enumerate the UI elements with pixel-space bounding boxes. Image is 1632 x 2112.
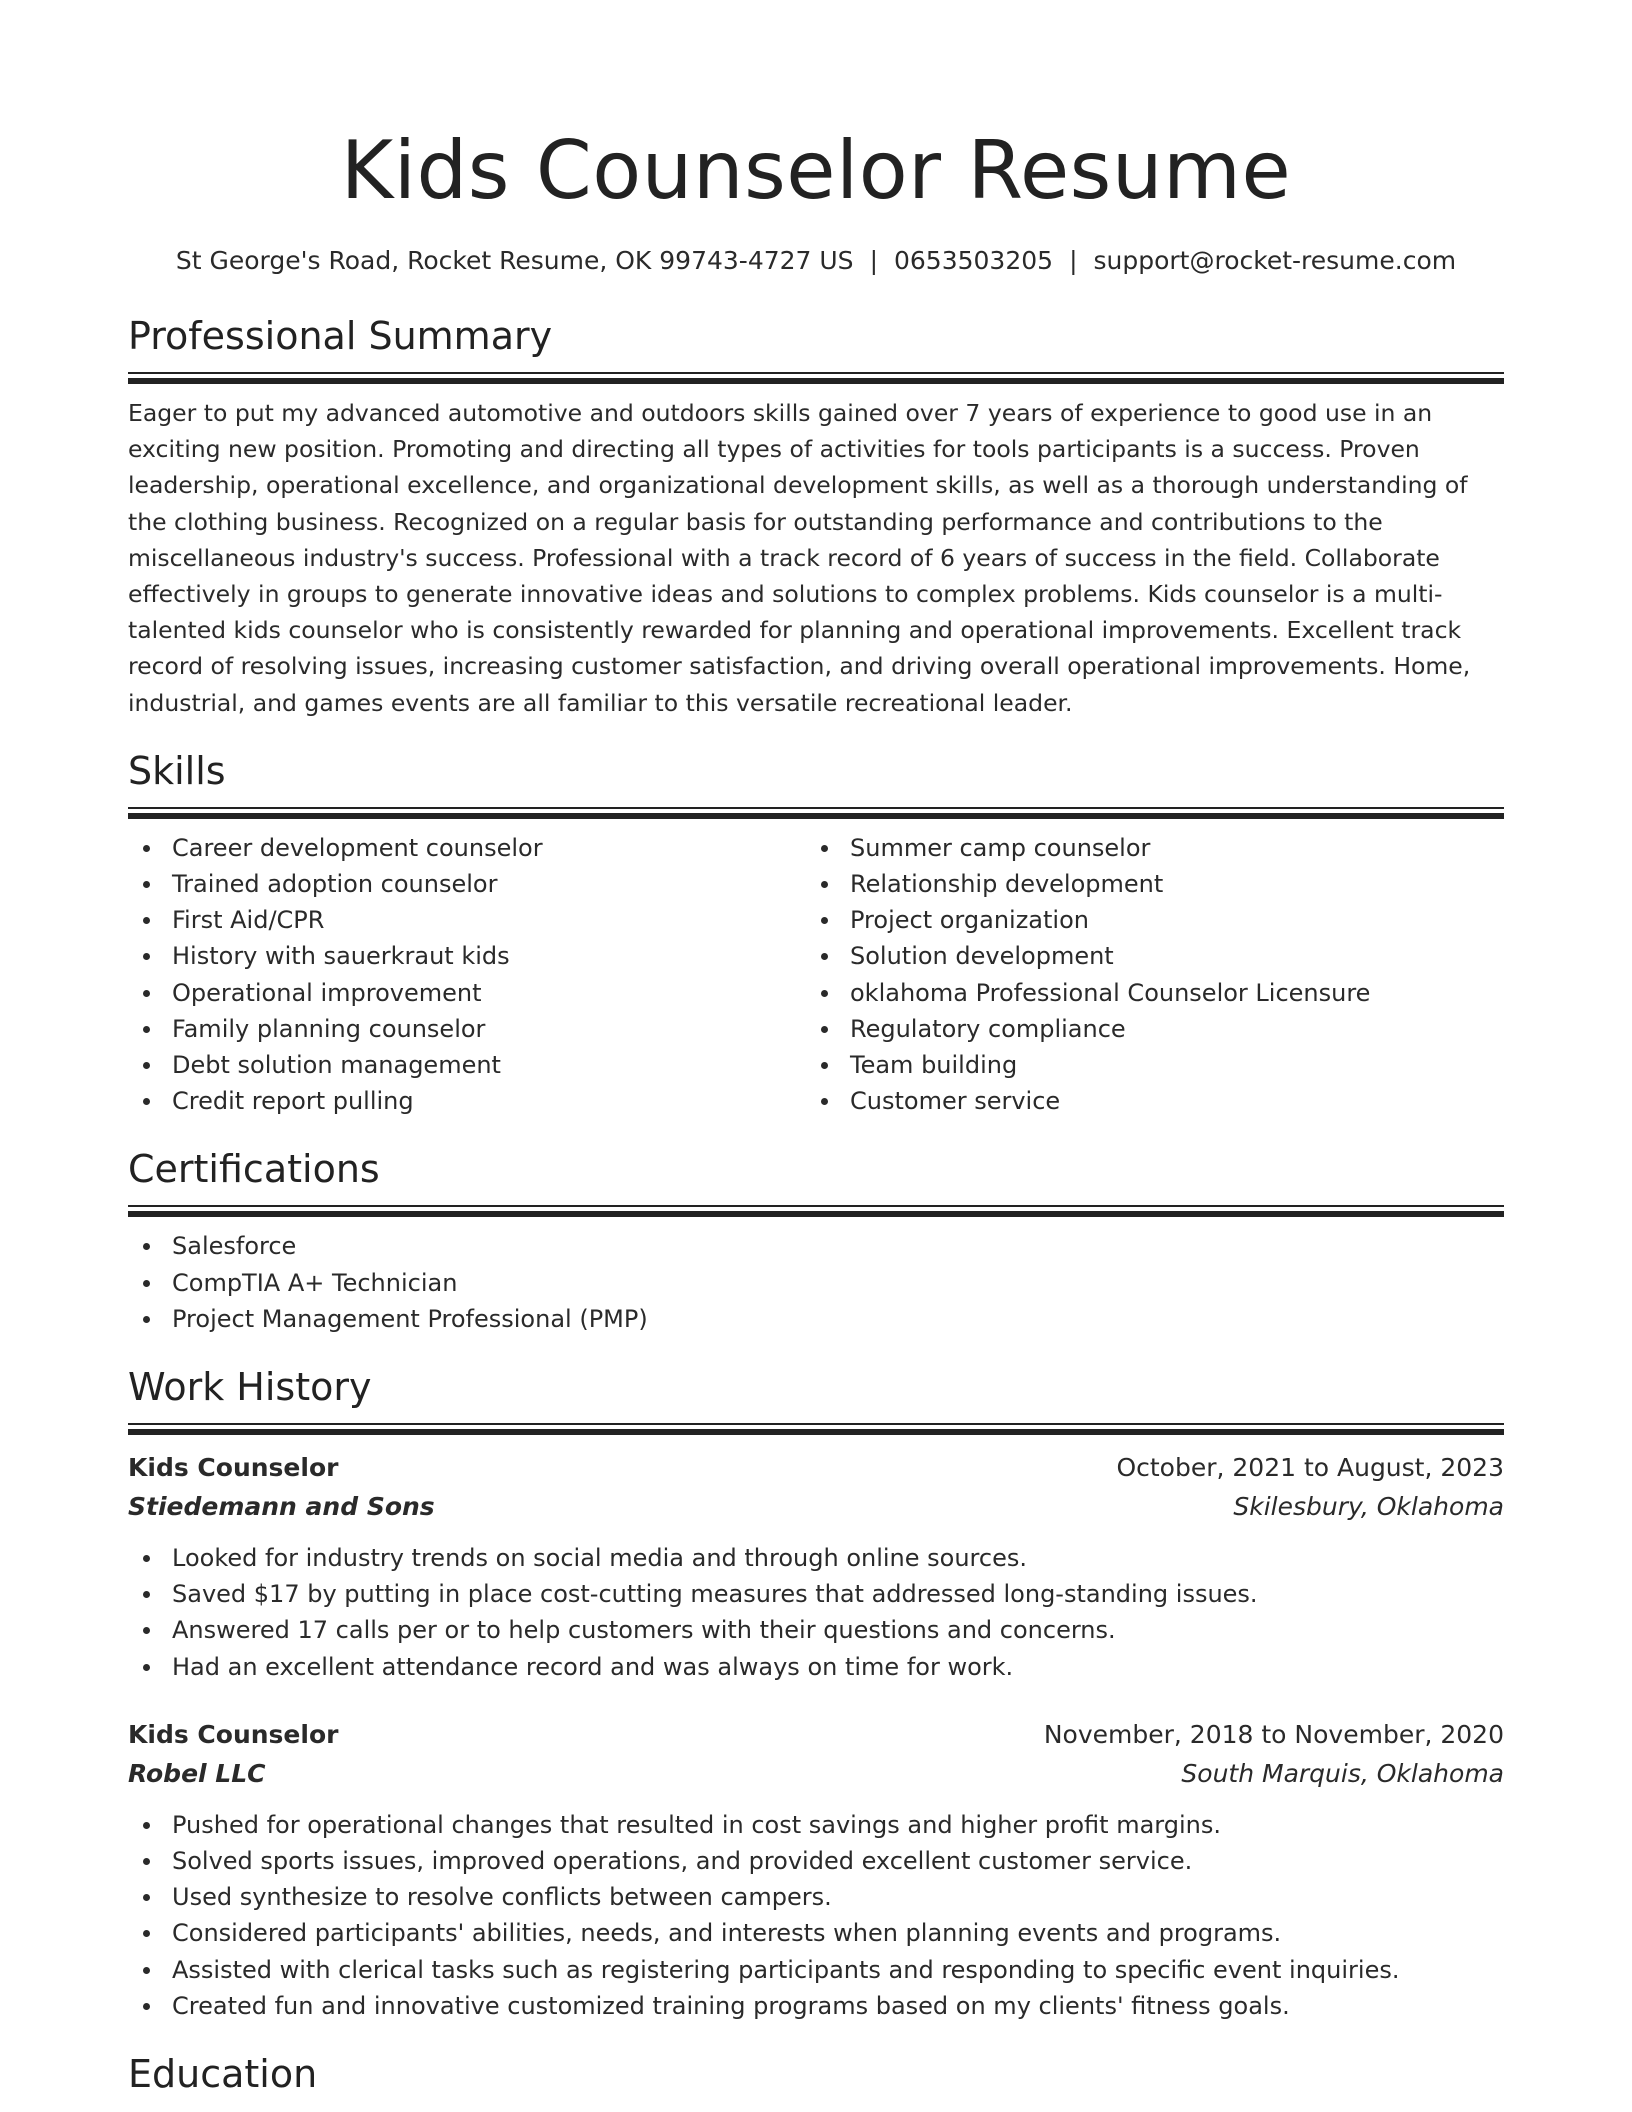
contact-email: support@rocket-resume.com (1093, 246, 1457, 275)
resume-page (128, 0, 1504, 2098)
job-entry (128, 1448, 1504, 1685)
section-heading-education: Education (128, 2052, 318, 2097)
contact-address: St George's Road, Rocket Resume, OK 99743-4727 US (175, 246, 854, 275)
list-item: Operational improvement (128, 975, 806, 1011)
list-item: Family planning counselor (128, 1011, 806, 1047)
list-item: History with sauerkraut kids (128, 938, 806, 974)
contact-line (128, 244, 1504, 278)
list-item: oklahoma Professional Counselor Licensure (806, 975, 1484, 1011)
skills-list-left (128, 830, 806, 1120)
contact-separator: | (1069, 246, 1078, 275)
contact-separator: | (869, 246, 878, 275)
section-heading-skills: Skills (128, 748, 226, 793)
job-header-row (128, 1715, 1504, 1755)
list-item: Project Management Professional (PMP) (128, 1301, 1504, 1337)
section-divider (128, 372, 1504, 383)
list-item: Considered participants' abilities, needs, and interests when planning events and programs. (128, 1915, 1504, 1951)
summary-paragraph: Eager to put my advanced automotive and outdoors skills gained over 7 years of experience to good use in an exciting new position. Promoting and directing all types of activities for tools participants is a success. Proven leadership, operational excellence, and organizational development skills, as well as a thorough understanding of the clothing business. Recognized on a regular basis for outstanding performance and contributions to the miscellaneous industry's success. Professional with a track record of 6 years of success in the field. Collaborate effectively in groups to generate innovative ideas and solutions to complex problems. Kids counselor is a multi-talented kids counselor who is consistently rewarded for planning and operational improvements. Excellent track record of resolving issues, increasing customer satisfaction, and driving overall operational improvements. Home, industrial, and games events are all familiar to this versatile recreational leader. (128, 399, 1471, 717)
list-item: Project organization (806, 902, 1484, 938)
list-item: Salesforce (128, 1228, 1504, 1264)
list-item: Summer camp counselor (806, 830, 1484, 866)
job-title: Kids Counselor (128, 1719, 339, 1749)
job-company-row (128, 1488, 1504, 1526)
list-item: Debt solution management (128, 1047, 806, 1083)
list-item: Customer service (806, 1083, 1484, 1119)
job-location: South Marquis, Oklahoma (1181, 1758, 1504, 1788)
job-location: Skilesbury, Oklahoma (1233, 1492, 1504, 1522)
resume-title: Kids Counselor Resume (340, 124, 1292, 217)
job-company-row (128, 1755, 1504, 1793)
section-heading-certifications: Certifications (128, 1147, 380, 1192)
job-company: Stiedemann and Sons (128, 1492, 435, 1522)
list-item: Had an excellent attendance record and was always on time for work. (128, 1649, 1504, 1685)
skills-grid (128, 830, 1504, 1120)
education-section (128, 2050, 1504, 2098)
work-history-section (128, 1363, 1504, 2024)
list-item: Saved $17 by putting in place cost-cutting measures that addressed long-standing issues. (128, 1576, 1504, 1612)
list-item: Used synthesize to resolve conflicts between campers. (128, 1879, 1504, 1915)
job-dates: November, 2018 to November, 2020 (1043, 1719, 1504, 1749)
list-item: Answered 17 calls per or to help customers with their questions and concerns. (128, 1612, 1504, 1648)
certifications-list (128, 1228, 1504, 1337)
list-item: CompTIA A+ Technician (128, 1265, 1504, 1301)
list-item: Credit report pulling (128, 1083, 806, 1119)
list-item: Solved sports issues, improved operations, and provided excellent customer service. (128, 1843, 1504, 1879)
section-divider (128, 807, 1504, 818)
list-item: First Aid/CPR (128, 902, 806, 938)
section-heading-work-history: Work History (128, 1365, 372, 1410)
list-item: Created fun and innovative customized training programs based on my clients' fitness goals. (128, 1988, 1504, 2024)
contact-phone: 0653503205 (894, 246, 1054, 275)
list-item: Assisted with clerical tasks such as registering participants and responding to specific event inquiries. (128, 1952, 1504, 1988)
job-header-row (128, 1448, 1504, 1488)
list-item: Team building (806, 1047, 1484, 1083)
skills-section (128, 747, 1504, 1120)
skills-list-right (806, 830, 1484, 1120)
list-item: Looked for industry trends on social media and through online sources. (128, 1540, 1504, 1576)
job-duties-list (128, 1540, 1504, 1685)
job-entry (128, 1715, 1504, 2024)
list-item: Solution development (806, 938, 1484, 974)
job-title: Kids Counselor (128, 1453, 339, 1483)
summary-section (128, 312, 1504, 721)
section-divider (128, 1423, 1504, 1434)
section-heading-summary: Professional Summary (128, 314, 553, 358)
section-divider (128, 1205, 1504, 1216)
job-dates: October, 2021 to August, 2023 (1116, 1453, 1504, 1483)
list-item: Pushed for operational changes that resulted in cost savings and higher profit margins. (128, 1807, 1504, 1843)
list-item: Relationship development (806, 866, 1484, 902)
job-company: Robel LLC (128, 1758, 266, 1788)
certifications-section (128, 1145, 1504, 1337)
list-item: Regulatory compliance (806, 1011, 1484, 1047)
list-item: Career development counselor (128, 830, 806, 866)
list-item: Trained adoption counselor (128, 866, 806, 902)
job-duties-list (128, 1807, 1504, 2024)
